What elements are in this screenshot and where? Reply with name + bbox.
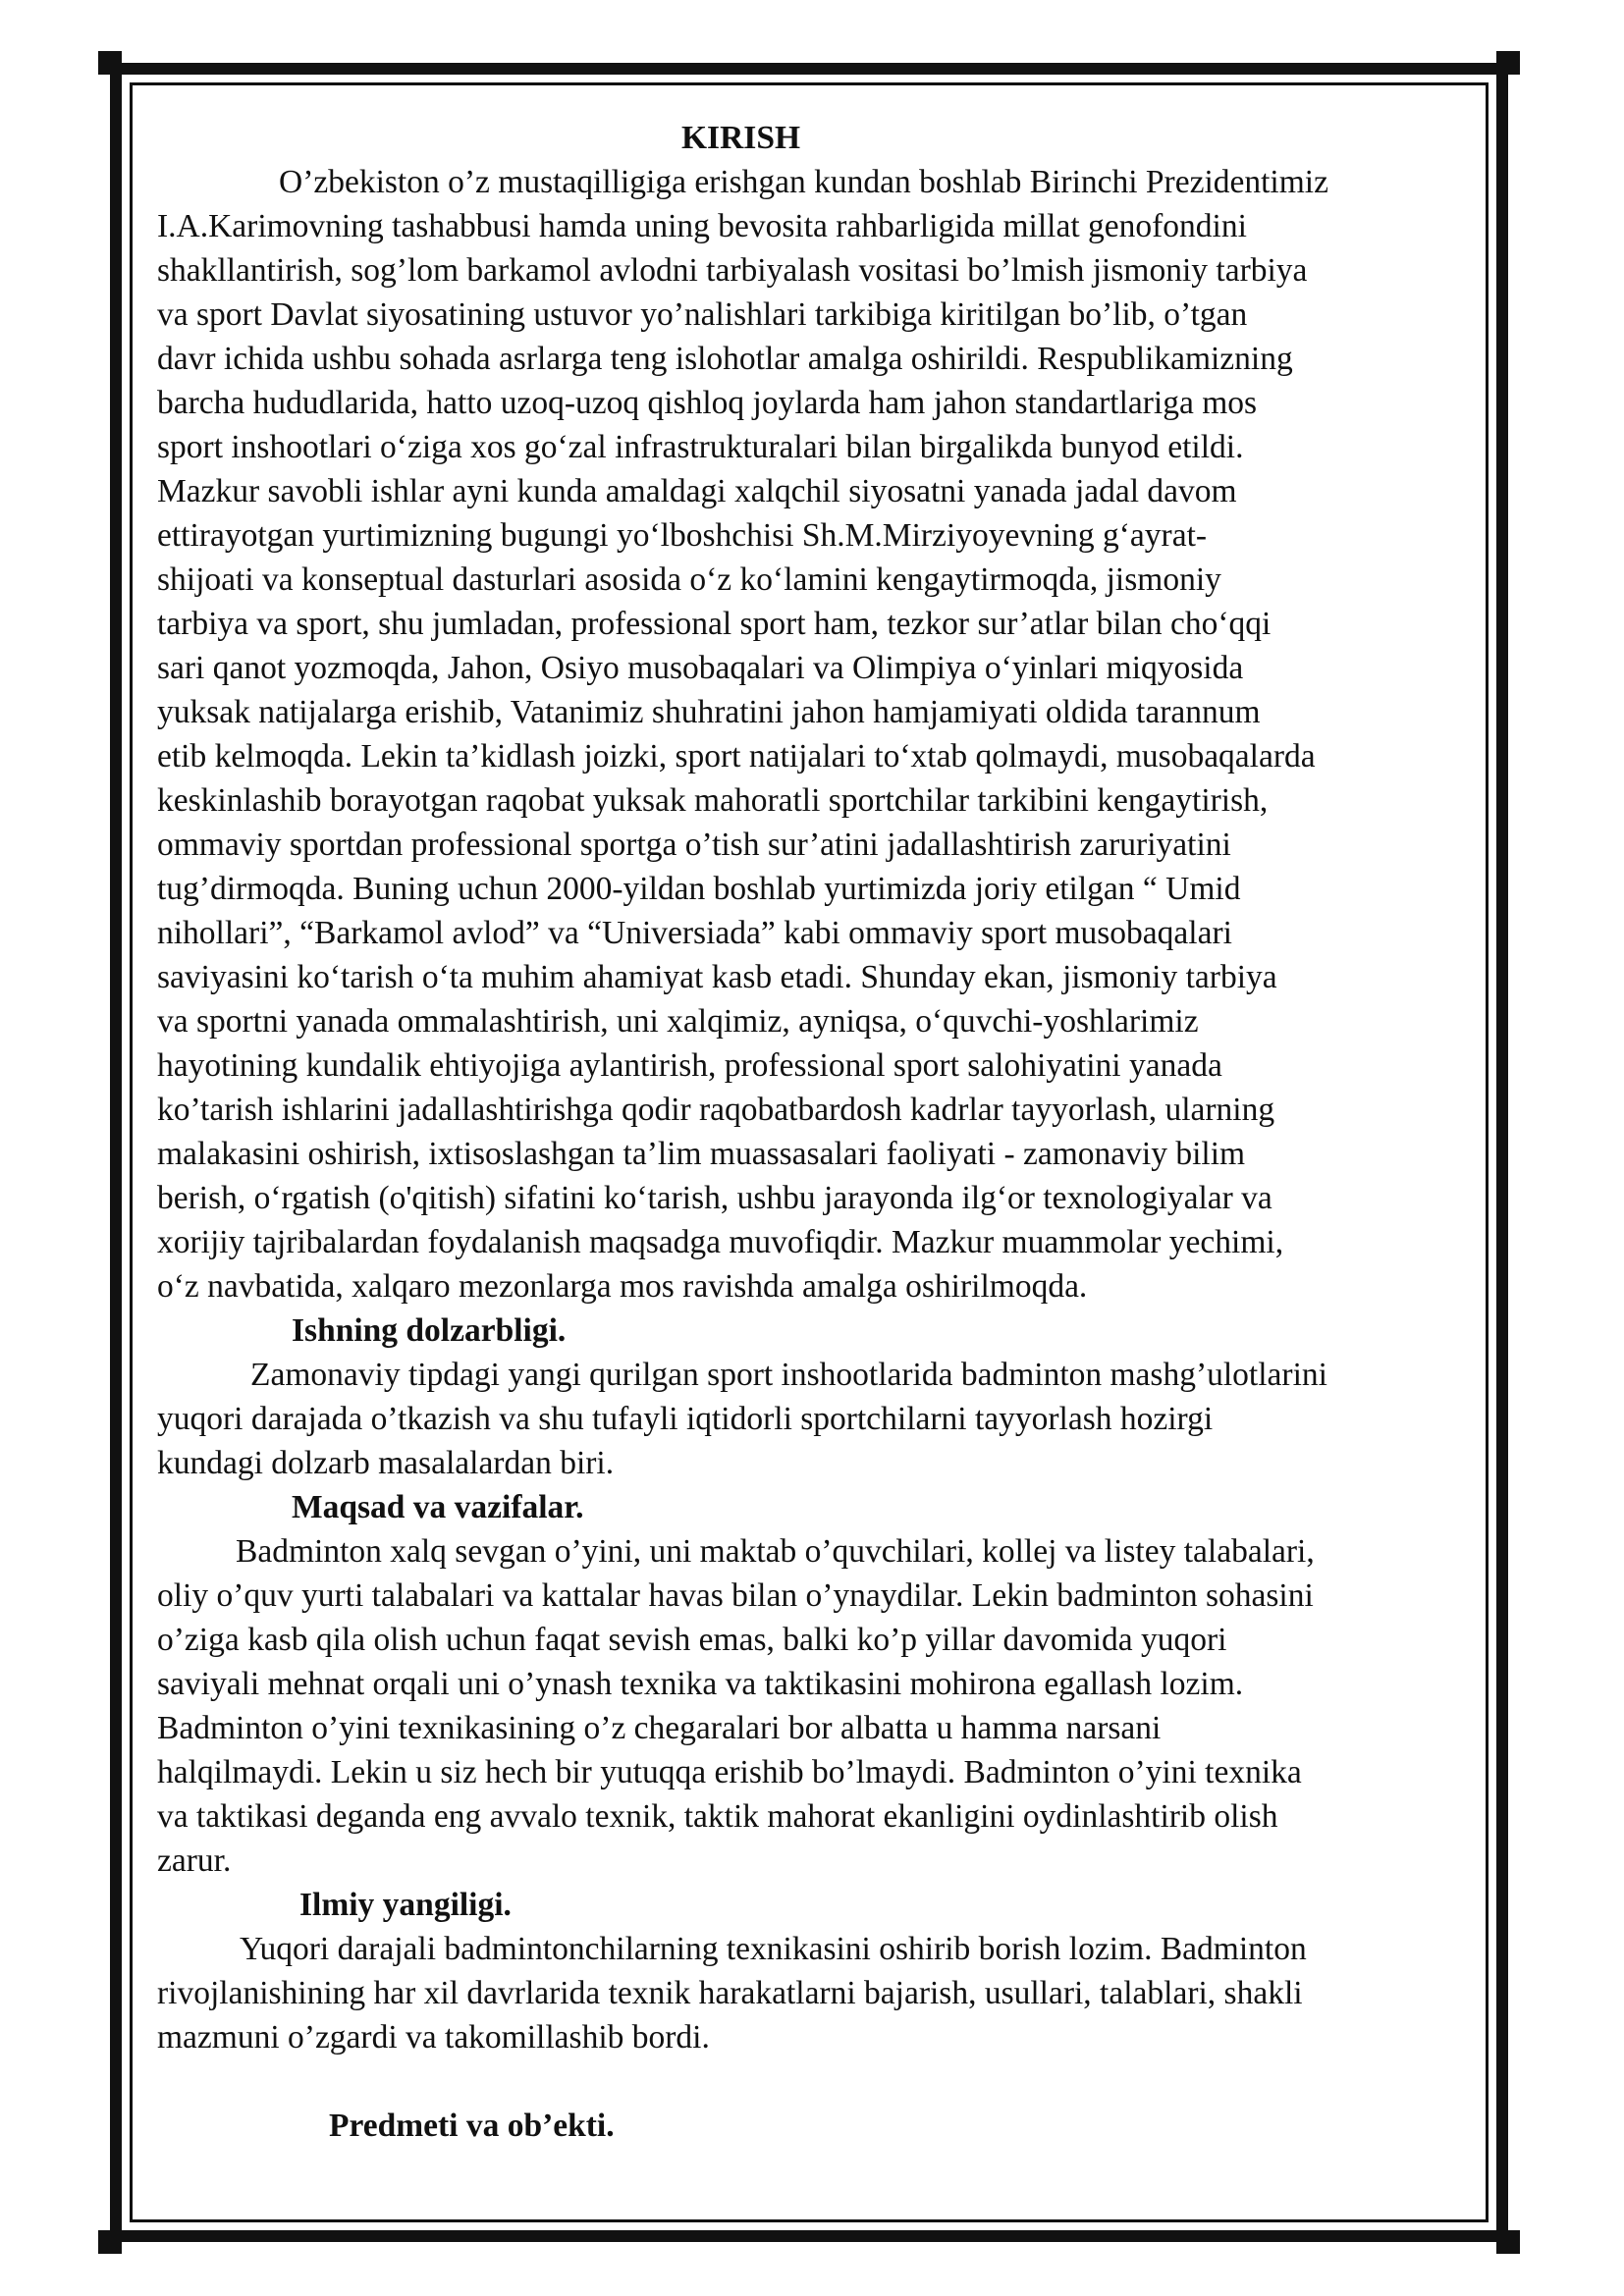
section-heading-maqsad: Maqsad va vazifalar. [292,1489,584,1525]
text-line: hayotining kundalik ehtiyojiga aylantirish, professional sport salohiyatini yanada [157,1047,1222,1084]
text-line: yuqori darajada o’tkazish va shu tufayli iqtidorli sportchilarni tayyorlash hozirgi [157,1401,1214,1437]
text-line: ko’tarish ishlarini jadallashtirishga qodir raqobatbardosh kadrlar tayyorlash, ularning [157,1092,1275,1128]
text-line: saviyasini ko‘tarish o‘ta muhim ahamiyat kasb etadi. Shunday ekan, jismoniy tarbiya [157,959,1277,995]
text-line: Mazkur savobli ishlar ayni kunda amaldagi xalqchil siyosatni yanada jadal davom [157,473,1237,509]
text-line: ommaviy sportdan professional sportga o’tish sur’atini jadallashtirish zaruriyatini [157,827,1231,863]
text-line: Yuqori darajali badmintonchilarning texnikasini oshirib borish lozim. Badminton [240,1931,1307,1967]
text-line: o‘z navbatida, xalqaro mezonlarga mos ravishda amalga oshirilmoqda. [157,1268,1088,1305]
text-line: tug’dirmoqda. Buning uchun 2000-yildan boshlab yurtimizda joriy etilgan “ Umid [157,871,1241,907]
text-line: saviyali mehnat orqali uni o’ynash texnika va taktikasini mohirona egallash lozim. [157,1666,1244,1702]
text-line: keskinlashib borayotgan raqobat yuksak mahoratli sportchilar tarkibini kengaytirish, [157,782,1269,819]
text-line: kundagi dolzarb masalalardan biri. [157,1445,615,1481]
text-line: xorijiy tajribalardan foydalanish maqsadga muvofiqdir. Mazkur muammolar yechimi, [157,1224,1284,1260]
intro-paragraph [157,160,1512,1308]
text-line: malakasini oshirish, ixtisoslashgan ta’lim muassasalari faoliyati - zamonaviy bilim [157,1136,1246,1172]
section-heading-predmet: Predmeti va ob’ekti. [329,2108,615,2144]
text-line: davr ichida ushbu sohada asrlarga teng islohotlar amalga oshirildi. Respublikamizning [157,341,1293,377]
section-heading-ilmiy: Ilmiy yangiligi. [299,1887,512,1923]
text-line: shakllantirish, sog’lom barkamol avlodni tarbiyalash vositasi bo’lmish jismoniy tarbiya [157,252,1308,289]
text-line: o’ziga kasb qila olish uchun faqat sevish emas, balki ko’p yillar davomida yuqori [157,1622,1227,1658]
text-line: mazmuni o’zgardi va takomillashib bordi. [157,2019,710,2056]
border-corner-top-right [1496,51,1520,75]
text-line: O’zbekiston o’z mustaqilligiga erishgan kundan boshlab Birinchi Prezidentimiz [279,164,1328,200]
text-line: tarbiya va sport, shu jumladan, professional sport ham, tezkor sur’atlar bilan cho‘qqi [157,606,1272,642]
border-corner-bottom-right [1496,2230,1520,2254]
text-line: va sport Davlat siyosatining ustuvor yo’nalishlari tarkibiga kiritilgan bo’lib, o’tgan [157,296,1248,333]
text-line: sport inshootlari o‘ziga xos go‘zal infrastrukturalari bilan birgalikda bunyod etildi. [157,429,1244,465]
border-corner-bottom-left [98,2230,122,2254]
text-line: sari qanot yozmoqda, Jahon, Osiyo musobaqalari va Olimpiya o‘yinlari miqyosida [157,650,1244,686]
dolzarblik-paragraph [157,1353,1512,1485]
text-line: Badminton o’yini texnikasining o’z chegaralari bor albatta u hamma narsani [157,1710,1162,1746]
text-line: halqilmaydi. Lekin u siz hech bir yutuqqa erishib bo’lmaydi. Badminton o’yini texnika [157,1754,1302,1790]
text-line: va taktikasi deganda eng avvalo texnik, taktik mahorat ekanligini oydinlashtirib olish [157,1798,1278,1835]
section-heading-dolzarblik: Ishning dolzarbligi. [292,1312,567,1349]
document-page [157,116,1512,2148]
text-line: yuksak natijalarga erishib, Vatanimiz shuhratini jahon hamjamiyati oldida tarannum [157,694,1261,730]
text-line: Badminton xalq sevgan o’yini, uni maktab o’quvchilari, kollej va listey talabalari, [236,1533,1315,1570]
document-title: KIRISH [681,120,801,156]
text-line: rivojlanishining har xil davrlarida texnik harakatlarni bajarish, usullari, talablari, shakli [157,1975,1303,2011]
text-line: zarur. [157,1842,232,1879]
text-line: barcha hududlarida, hatto uzoq-uzoq qishloq joylarda ham jahon standartlariga mos [157,385,1258,421]
text-line: I.A.Karimovning tashabbusi hamda uning bevosita rahbarligida millat genofondini [157,208,1247,244]
text-line: Zamonaviy tipdagi yangi qurilgan sport inshootlarida badminton mashg’ulotlarini [250,1357,1327,1393]
text-line: va sportni yanada ommalashtirish, uni xalqimiz, ayniqsa, o‘quvchi-yoshlarimiz [157,1003,1199,1040]
border-corner-top-left [98,51,122,75]
text-line: berish, o‘rgatish (o'qitish) sifatini ko‘tarish, ushbu jarayonda ilg‘or texnologiyalar va [157,1180,1272,1216]
text-line: ettirayotgan yurtimizning bugungi yo‘lboshchisi Sh.M.Mirziyoyevning g‘ayrat- [157,517,1208,554]
text-line: shijoati va konseptual dasturlari asosida o‘z ko‘lamini kengaytirmoqda, jismoniy [157,561,1221,598]
maqsad-paragraph [157,1529,1512,1883]
text-line: oliy o’quv yurti talabalari va kattalar havas bilan o’ynaydilar. Lekin badminton sohasini [157,1577,1314,1614]
text-line: nihollari”, “Barkamol avlod” va “Universiada” kabi ommaviy sport musobaqalari [157,915,1232,951]
text-line: etib kelmoqda. Lekin ta’kidlash joizki, sport natijalari to‘xtab qolmaydi, musobaqalarda [157,738,1316,774]
ilmiy-paragraph [157,1927,1512,2059]
